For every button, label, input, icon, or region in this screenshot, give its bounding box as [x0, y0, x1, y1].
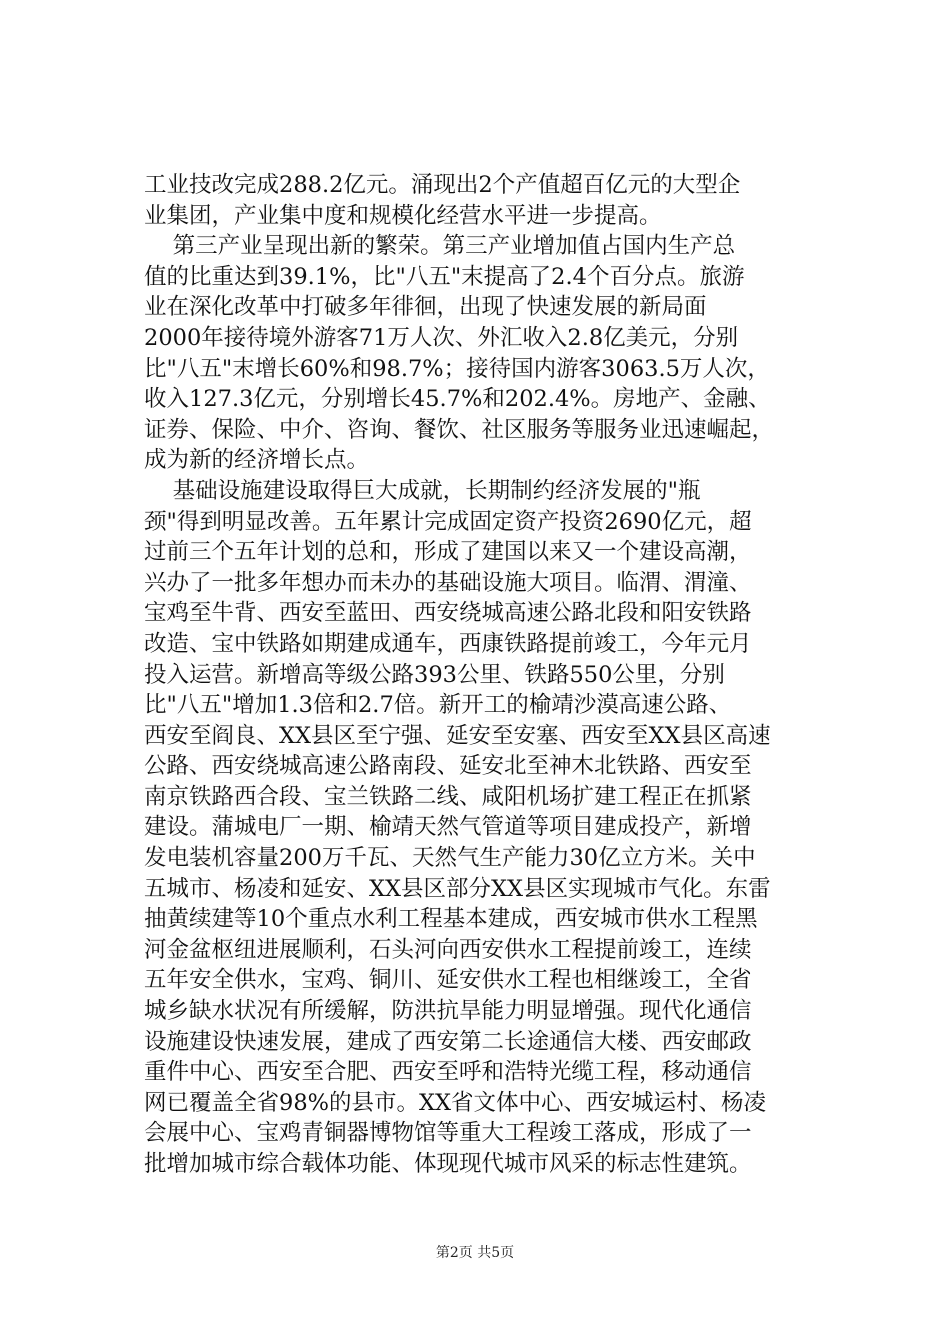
text-line: 基础设施建设取得巨大成就，长期制约经济发展的"瓶 — [144, 477, 701, 504]
text-line: 值的比重达到39.1%，比"八五"末提高了2.4个百分点。旅游 — [144, 263, 745, 290]
text-line: 南京铁路西合段、宝兰铁路二线、咸阳机场扩建工程正在抓紧 — [144, 783, 752, 810]
text-line: 比"八五"末增长60%和98.7%；接待国内游客3063.5万人次， — [144, 355, 770, 382]
text-line: 2000年接待境外游客71万人次、外汇收入2.8亿美元，分别 — [144, 324, 739, 351]
body-text — [144, 170, 834, 1180]
text-line: 会展中心、宝鸡青铜器博物馆等重大工程竣工落成，形成了一 — [144, 1120, 752, 1147]
text-line: 重件中心、西安至合肥、西安至呼和浩特光缆工程，移动通信 — [144, 1059, 752, 1086]
text-line: 城乡缺水状况有所缓解，防洪抗旱能力明显增强。现代化通信 — [144, 998, 752, 1025]
text-line: 投入运营。新增高等级公路393公里、铁路550公里，分别 — [144, 661, 725, 688]
text-line: 成为新的经济增长点。 — [144, 447, 370, 474]
text-line: 公路、西安绕城高速公路南段、延安北至神木北铁路、西安至 — [144, 753, 752, 780]
text-line: 兴办了一批多年想办而未办的基础设施大项目。临渭、渭潼、 — [144, 569, 752, 596]
text-line: 过前三个五年计划的总和，形成了建国以来又一个建设高潮， — [144, 539, 752, 566]
text-line: 五年安全供水，宝鸡、铜川、延安供水工程也相继竣工，全省 — [144, 967, 752, 994]
text-line: 批增加城市综合载体功能、体现现代城市风采的标志性建筑。 — [144, 1151, 752, 1177]
text-line: 西安至阎良、XX县区至宁强、延安至安塞、西安至XX县区高速 — [144, 722, 771, 749]
text-line: 河金盆枢纽进展顺利，石头河向西安供水工程提前竣工，连续 — [144, 936, 752, 963]
text-line: 业集团，产业集中度和规模化经营水平进一步提高。 — [144, 202, 662, 229]
text-line: 改造、宝中铁路如期建成通车，西康铁路提前竣工，今年元月 — [144, 630, 752, 657]
text-line: 建设。蒲城电厂一期、榆靖天然气管道等项目建成投产，新增 — [144, 814, 752, 841]
text-line: 宝鸡至牛背、西安至蓝田、西安绕城高速公路北段和阳安铁路 — [144, 600, 752, 627]
text-line: 比"八五"增加1.3倍和2.7倍。新开工的榆靖沙漠高速公路、 — [144, 692, 732, 719]
text-line: 证券、保险、中介、咨询、餐饮、社区服务等服务业迅速崛起， — [144, 416, 775, 443]
text-line: 业在深化改革中打破多年徘徊，出现了快速发展的新局面 — [144, 294, 707, 321]
text-line: 五城市、杨凌和延安、XX县区部分XX县区实现城市气化。东雷 — [144, 875, 771, 902]
text-line: 抽黄续建等10个重点水利工程基本建成，西安城市供水工程黑 — [144, 906, 758, 933]
text-line: 收入127.3亿元，分别增长45.7%和202.4%。房地产、金融、 — [144, 386, 771, 413]
page-number-footer: 第2页 共5页 — [435, 1245, 515, 1261]
text-line: 网已覆盖全省98%的县市。XX省文体中心、西安城运村、杨凌 — [144, 1089, 767, 1116]
text-line: 设施建设快速发展，建成了西安第二长途通信大楼、西安邮政 — [144, 1028, 752, 1055]
text-line: 第三产业呈现出新的繁荣。第三产业增加值占国内生产总 — [144, 233, 736, 260]
text-line: 工业技改完成288.2亿元。涌现出2个产值超百亿元的大型企 — [144, 172, 741, 198]
text-line: 发电装机容量200万千瓦、天然气生产能力30亿立方米。关中 — [144, 845, 756, 872]
text-line: 颈"得到明显改善。五年累计完成固定资产投资2690亿元，超 — [144, 508, 752, 535]
